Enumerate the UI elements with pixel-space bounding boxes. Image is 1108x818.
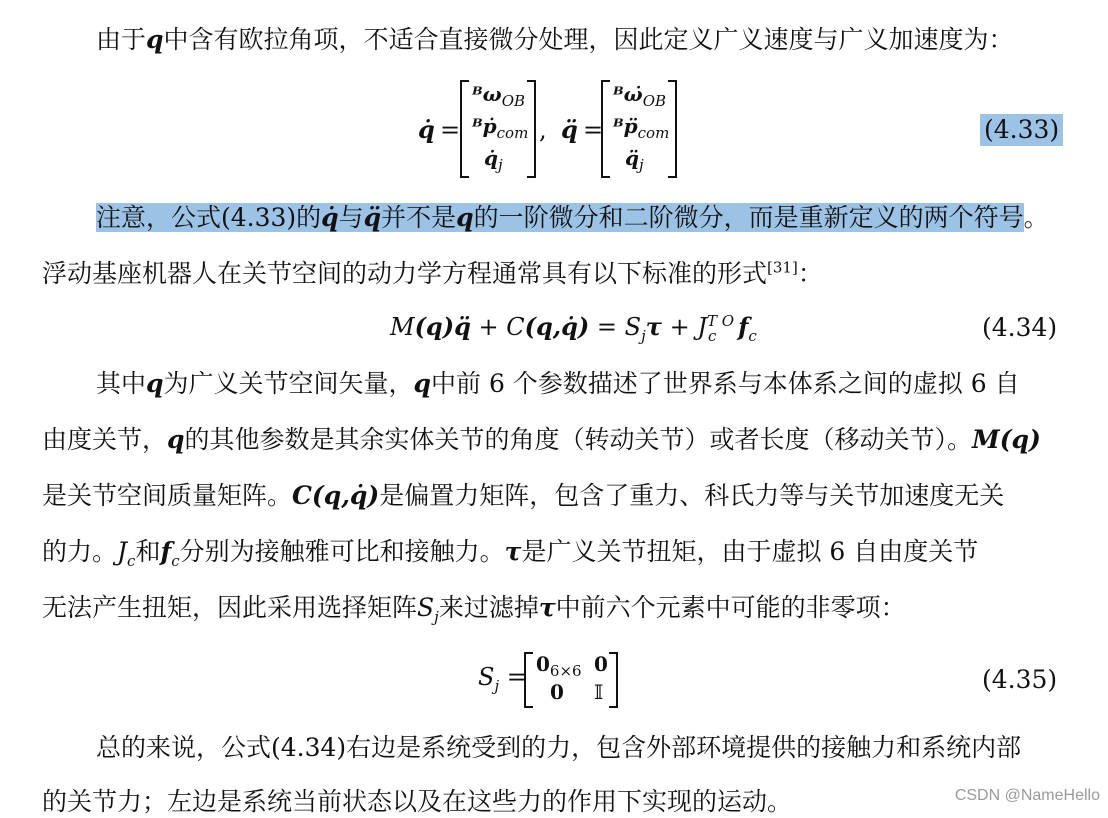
matrix-acceleration: $ᴮ\omegȧ_{OB}$ $ᴮp̈_{com}$ $q̈_j$ [601, 80, 677, 178]
text: 由于 [96, 25, 147, 54]
selection-matrix: $0_{6\times 6}$ 0 0 𝕀 [524, 652, 618, 708]
para-4-line-3: 是关节空间质量矩阵。C(q,q̇)是偏置力矩阵，包含了重力、科氏力等与关节加速度无关 [42, 481, 1005, 510]
equals: = [583, 116, 604, 144]
comma: , [539, 116, 547, 144]
symbol-q: q [146, 25, 164, 54]
para-4-line-1: 其中q为广义关节空间矢量，q中前 6 个参数描述了世界系与本体系之间的虚拟 6 自 [96, 369, 1020, 398]
para-4-line-5: 无法产生扭矩，因此采用选择矩阵$S_j$来过滤掉τ中前六个元素中可能的非零项： [42, 593, 906, 626]
equals: = [440, 116, 461, 144]
matrix-velocity: ᴮω$_{OB}$ ᴮṗ$_{com}$ $q̇_j$ [460, 80, 536, 178]
symbol-q-ddot: q̈ [561, 115, 578, 144]
text: 中含有欧拉角项，不适合直接微分处理，因此定义广义速度与广义加速度为： [163, 25, 1014, 54]
para-1 [96, 24, 1014, 56]
para-4-line-2: 由度关节，q的其他参数是其余实体关节的角度（转动关节）或者长度（移动关节）。M(q) [42, 425, 1041, 454]
para-3: 浮动基座机器人在关节空间的动力学方程通常具有以下标准的形式[31]： [42, 258, 823, 288]
equation-4-34: M(q)q̈ + C(q,q̇) = $S_j\tau + J^{T O}_c$ $f_c$ [390, 312, 757, 345]
para-5-line-2: 的关节力；左边是系统当前状态以及在这些力的作用下实现的运动。 [42, 787, 793, 816]
equation-number: (4.35) [982, 665, 1058, 694]
para-4-line-4: 的力。$J_c$和$f_c$分别为接触雅可比和接触力。τ是广义关节扭矩，由于虚拟 6 自由度关节 [42, 537, 979, 570]
citation: [31] [767, 258, 798, 277]
para-2: 注意，公式(4.33)的q̇与q̈并不是q的一阶微分和二阶微分，而是重新定义的两个符号。 [96, 203, 1049, 232]
csdn-watermark: CSDN @NameHello [954, 787, 1100, 804]
para-5-line-1: 总的来说，公式(4.34)右边是系统受到的力，包含外部环境提供的接触力和系统内部 [96, 733, 1022, 762]
equation-number: (4.34) [982, 313, 1058, 342]
symbol-q-dot: q̇ [418, 115, 435, 144]
equation-number: (4.33) [980, 114, 1063, 146]
